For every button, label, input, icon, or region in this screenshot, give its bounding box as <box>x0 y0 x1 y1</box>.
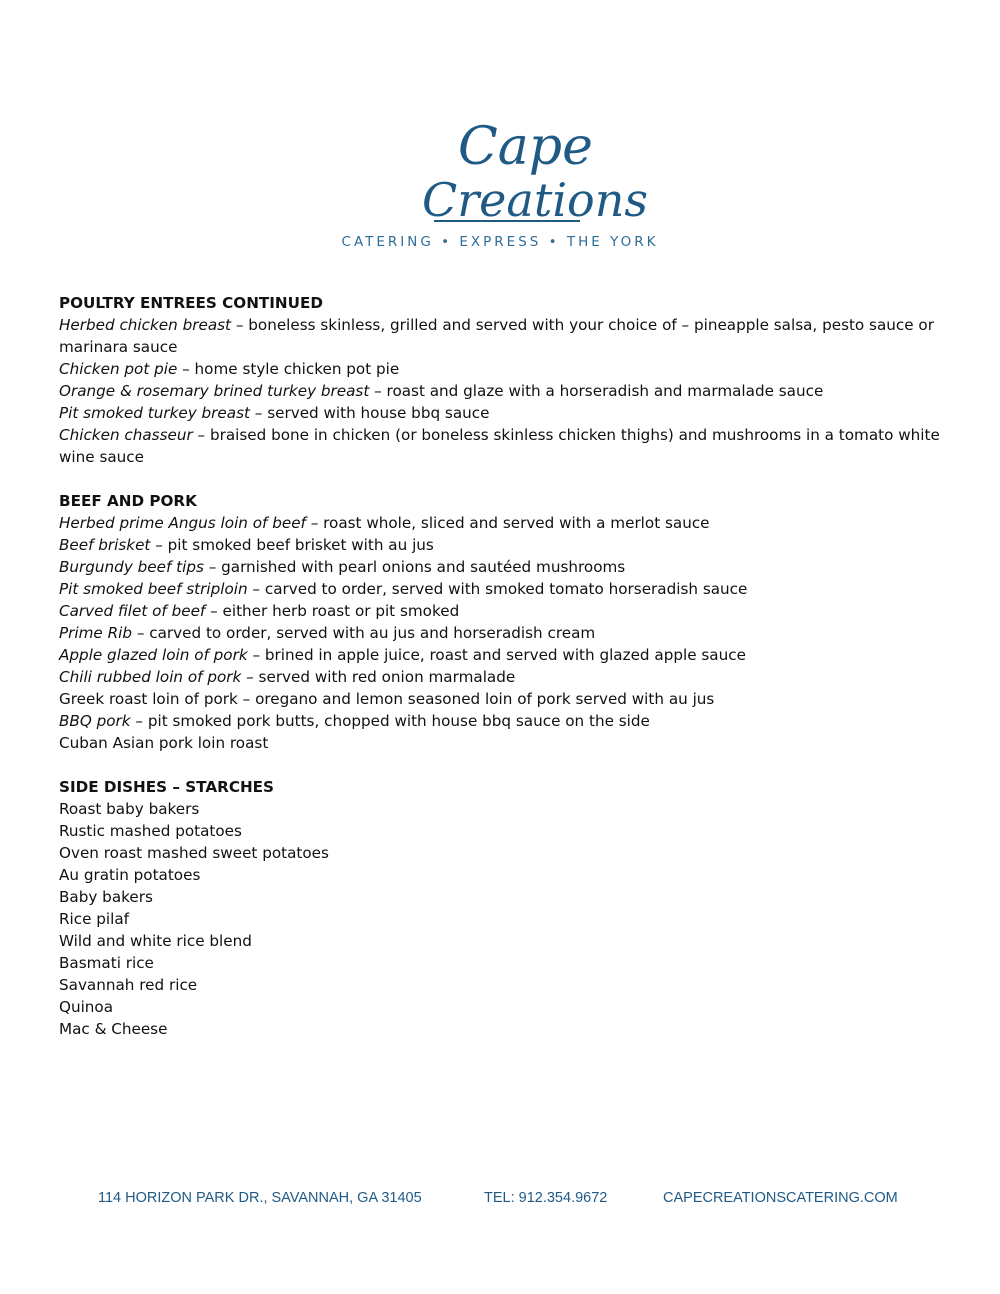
menu-item <box>59 314 949 358</box>
footer-phone: TEL: 912.354.9672 <box>484 1190 608 1206</box>
menu-item-name: Chili rubbed loin of pork <box>59 668 242 686</box>
menu-item-description: – boneless skinless, grilled and served with your choice of – pineapple salsa, pesto sauce or marinara sauce <box>59 316 934 356</box>
menu-item <box>59 798 949 820</box>
page-footer <box>0 1190 1000 1210</box>
menu-item-description: – roast whole, sliced and served with a merlot sauce <box>305 514 710 532</box>
menu-item-name: Pit smoked turkey breast <box>59 404 250 422</box>
menu-content <box>59 292 949 1062</box>
menu-item <box>59 578 949 600</box>
menu-item-description: Wild and white rice blend <box>59 932 252 950</box>
menu-item <box>59 1018 949 1040</box>
logo-tagline: CATERING • EXPRESS • THE YORK <box>341 234 659 250</box>
menu-item <box>59 644 949 666</box>
menu-item-description: Baby bakers <box>59 888 153 906</box>
menu-item <box>59 908 949 930</box>
menu-item-description: Savannah red rice <box>59 976 198 994</box>
menu-item <box>59 996 949 1018</box>
menu-item-description: – served with red onion marmalade <box>241 668 516 686</box>
menu-item-name: Carved filet of beef <box>59 602 206 620</box>
menu-item-description: Oven roast mashed sweet potatoes <box>59 844 329 862</box>
menu-item <box>59 424 949 468</box>
menu-item-description: – garnished with pearl onions and sautéed mushrooms <box>203 558 626 576</box>
footer-address: 114 HORIZON PARK DR., SAVANNAH, GA 31405 <box>98 1190 422 1206</box>
menu-item-description: Mac & Cheese <box>59 1020 168 1038</box>
menu-item <box>59 534 949 556</box>
section-heading: SIDE DISHES – STARCHES <box>59 778 274 796</box>
menu-section <box>59 292 949 468</box>
logo-word-cape: Cape <box>458 117 593 177</box>
menu-item <box>59 358 949 380</box>
logo-wordmark <box>330 112 670 232</box>
menu-item <box>59 974 949 996</box>
menu-item-name: Chicken chasseur <box>59 426 193 444</box>
menu-item <box>59 952 949 974</box>
logo-word-creations: Creations <box>422 173 648 227</box>
menu-item-name: Herbed chicken breast <box>59 316 232 334</box>
menu-item-name: Apple glazed loin of pork <box>59 646 248 664</box>
menu-item <box>59 886 949 908</box>
menu-item <box>59 688 949 710</box>
menu-item <box>59 820 949 842</box>
menu-item-description: – braised bone in chicken (or boneless skinless chicken thighs) and mushrooms in a tomato white wine sauce <box>59 426 940 466</box>
menu-item-description: Greek roast loin of pork – oregano and lemon seasoned loin of pork served with au jus <box>59 690 715 708</box>
menu-item <box>59 380 949 402</box>
menu-item <box>59 600 949 622</box>
menu-item-description: – roast and glaze with a horseradish and marmalade sauce <box>369 382 824 400</box>
menu-item-name: Chicken pot pie <box>59 360 178 378</box>
section-heading: POULTRY ENTREES CONTINUED <box>59 294 323 312</box>
menu-item <box>59 732 949 754</box>
footer-website: CAPECREATIONSCATERING.COM <box>663 1190 898 1206</box>
menu-item <box>59 930 949 952</box>
menu-item-description: Quinoa <box>59 998 114 1016</box>
company-logo <box>330 112 670 252</box>
menu-item-description: – carved to order, served with smoked tomato horseradish sauce <box>247 580 748 598</box>
menu-item-description: Roast baby bakers <box>59 800 200 818</box>
menu-item-name: Pit smoked beef striploin <box>59 580 248 598</box>
menu-item <box>59 666 949 688</box>
menu-item-description: Rice pilaf <box>59 910 130 928</box>
menu-item-name: BBQ pork <box>59 712 131 730</box>
menu-item-name: Beef brisket <box>59 536 151 554</box>
menu-item-description: Cuban Asian pork loin roast <box>59 734 269 752</box>
menu-item-description: – either herb roast or pit smoked <box>205 602 460 620</box>
menu-item-description: – carved to order, served with au jus and horseradish cream <box>132 624 596 642</box>
menu-item <box>59 842 949 864</box>
menu-item-description: – brined in apple juice, roast and served with glazed apple sauce <box>247 646 746 664</box>
menu-item-description: Au gratin potatoes <box>59 866 201 884</box>
menu-item-description: Basmati rice <box>59 954 154 972</box>
menu-item-description: – home style chicken pot pie <box>177 360 400 378</box>
menu-item <box>59 864 949 886</box>
menu-item <box>59 512 949 534</box>
menu-section <box>59 490 949 754</box>
menu-item-description: Rustic mashed potatoes <box>59 822 242 840</box>
menu-item-name: Herbed prime Angus loin of beef <box>59 514 306 532</box>
section-heading: BEEF AND PORK <box>59 492 197 510</box>
menu-item-name: Burgundy beef tips <box>59 558 204 576</box>
menu-item-description: – served with house bbq sauce <box>249 404 490 422</box>
menu-section <box>59 776 949 1040</box>
menu-item <box>59 622 949 644</box>
menu-item <box>59 402 949 424</box>
menu-item <box>59 556 949 578</box>
menu-item <box>59 710 949 732</box>
menu-item-name: Prime Rib <box>59 624 133 642</box>
menu-item-description: – pit smoked pork butts, chopped with house bbq sauce on the side <box>130 712 650 730</box>
menu-item-name: Orange & rosemary brined turkey breast <box>59 382 370 400</box>
menu-item-description: – pit smoked beef brisket with au jus <box>150 536 434 554</box>
